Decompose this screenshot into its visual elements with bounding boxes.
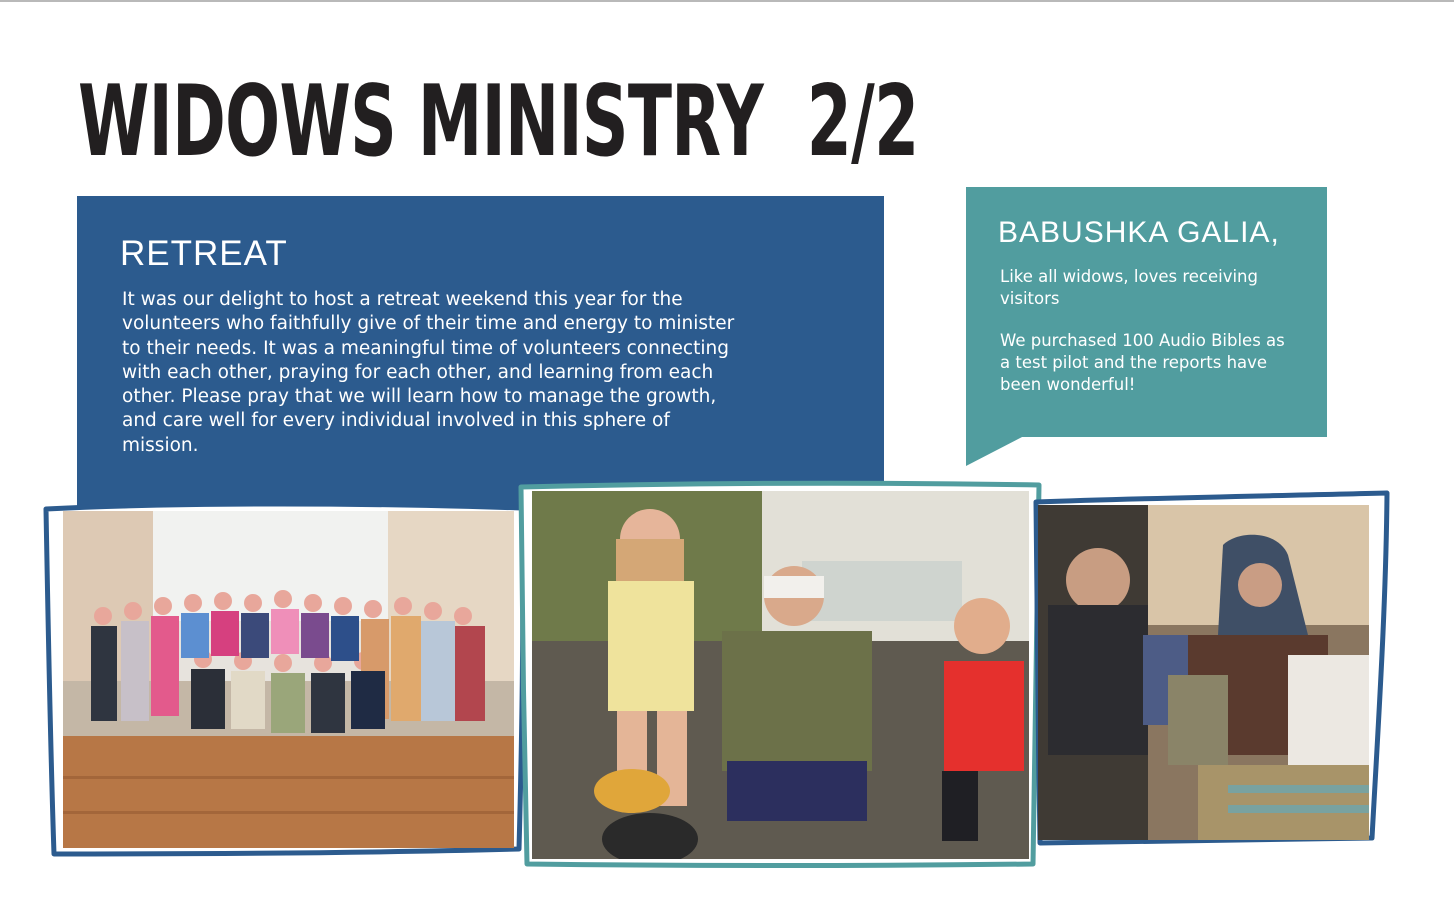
page-title: WIDOWS MINISTRY 2/2 (78, 65, 919, 179)
babushka-callout (966, 187, 1327, 437)
retreat-group-photo (63, 511, 514, 848)
visit-with-babushka-photo (1038, 505, 1369, 840)
retreat-body: It was our delight to host a retreat weekend this year for the volunteers who faithfully give of their time and energy to minister to their needs. It was a meaningful time of volunteers connecting with each other, praying for each other, and learning from each other. Please pray that we will learn how to manage the growth, and care well for every individual involved in this sphere of mission. (122, 289, 735, 456)
retreat-group-photo-frame (40, 497, 530, 862)
visit-with-babushka-photo-frame (1028, 488, 1393, 850)
widow-with-children-photo (532, 491, 1029, 859)
callout-paragraph-visitors: Like all widows, loves receiving visitors (1000, 267, 1258, 308)
retreat-panel (77, 196, 884, 508)
callout-heading: BABUSHKA GALIA, (998, 216, 1280, 249)
top-rule (0, 0, 1454, 2)
callout-tail (966, 436, 1024, 466)
callout-paragraph-audio-bibles: We purchased 100 Audio Bibles as a test pilot and the reports have been wonderful! (1000, 331, 1285, 394)
retreat-heading: RETREAT (120, 234, 288, 273)
widow-with-children-photo-frame (517, 480, 1043, 870)
